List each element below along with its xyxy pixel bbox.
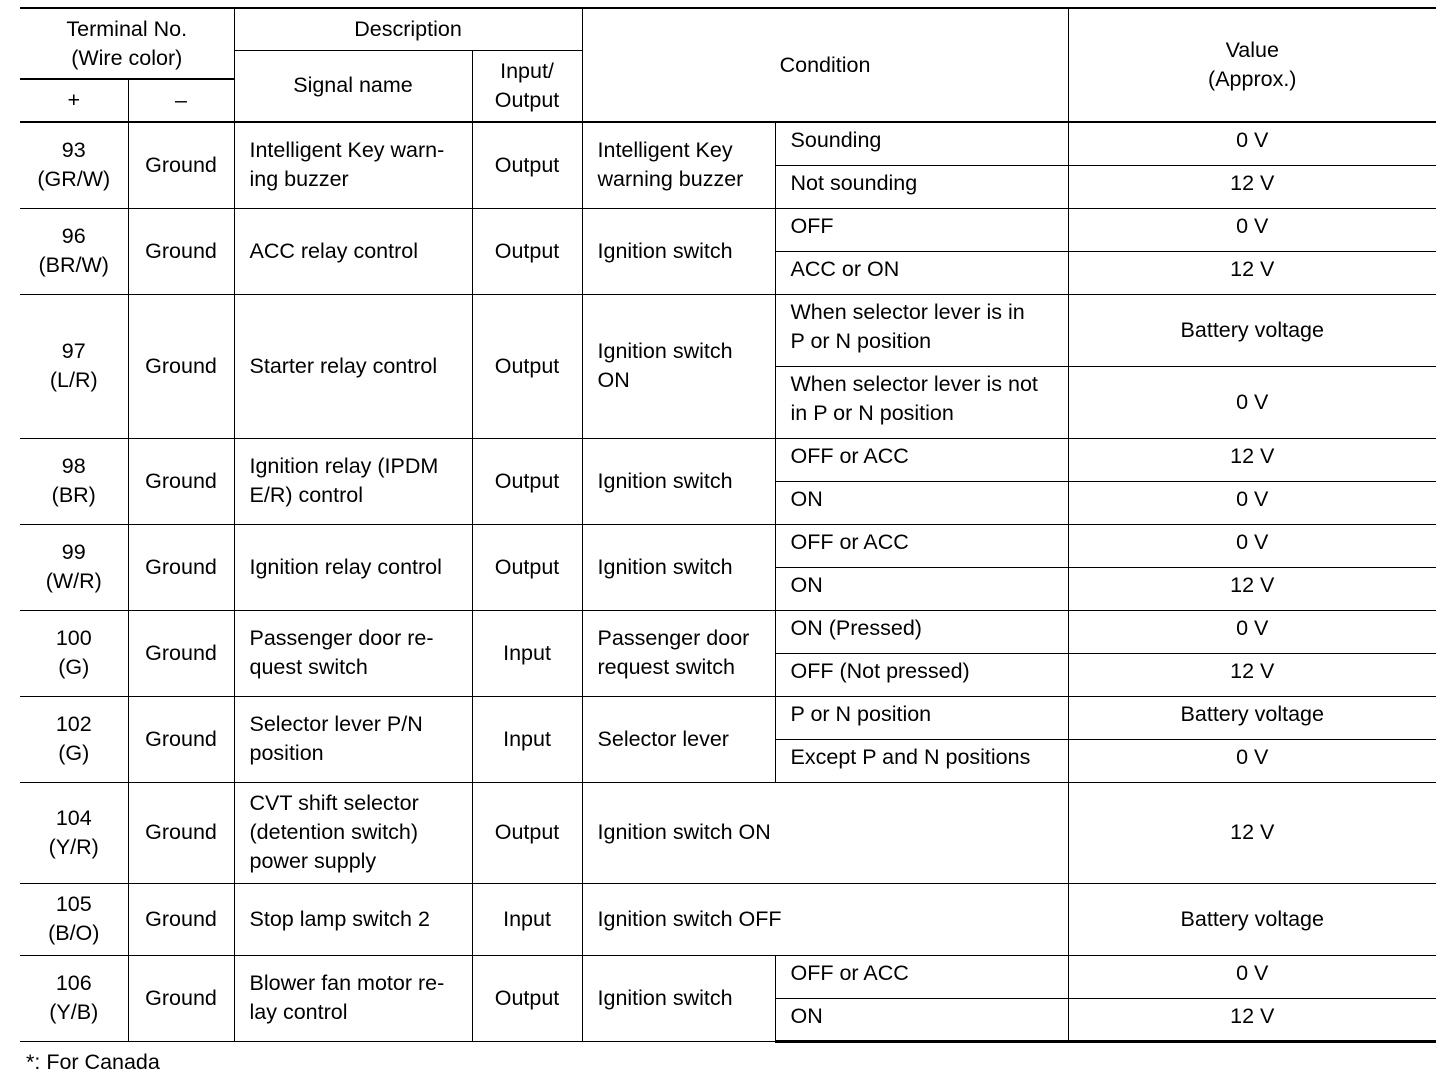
- value-cell: 0 V: [1068, 366, 1436, 438]
- signal-name-cell-line: ACC relay control: [249, 238, 418, 263]
- terminal-table: [20, 7, 1436, 1043]
- signal-name-cell-line: position: [249, 741, 324, 765]
- state-cell-line: P or N position: [790, 328, 932, 353]
- signal-name-cell: [234, 438, 472, 524]
- terminal-cell: [20, 955, 128, 1041]
- table-body: [20, 122, 1436, 1041]
- terminal-cell: [20, 294, 128, 438]
- terminal-number: 97: [61, 339, 86, 363]
- terminal-header: [20, 8, 234, 79]
- condition-cell: [582, 524, 775, 610]
- io-cell: Output: [472, 524, 582, 610]
- wire-color: (G): [58, 655, 90, 679]
- state-cell: [775, 696, 1068, 739]
- value-cell: 0 V: [1068, 208, 1436, 251]
- wire-color: (GR/W): [37, 167, 111, 192]
- table-row: [20, 782, 1436, 883]
- value-cell: 0 V: [1068, 524, 1436, 567]
- terminal-cell: [20, 782, 128, 883]
- condition-cell-line: Selector lever: [597, 726, 729, 751]
- ground-cell: Ground: [128, 122, 234, 208]
- table-row: [20, 696, 1436, 739]
- wire-color: (L/R): [49, 368, 98, 392]
- state-cell: [775, 366, 1068, 438]
- signal-name-cell-line: lay control: [249, 1000, 348, 1024]
- state-cell-line: When selector lever is in: [790, 299, 1025, 324]
- terminal-cell: [20, 883, 128, 955]
- terminal-cell: [20, 122, 128, 208]
- condition-cell-line: Ignition switch OFF: [597, 906, 782, 931]
- terminal-number: 99: [61, 540, 86, 564]
- minus-header: –: [128, 79, 234, 122]
- state-cell-line: Except P and N positions: [790, 744, 1031, 769]
- ground-cell: Ground: [128, 782, 234, 883]
- value-cell: 12 V: [1068, 438, 1436, 481]
- terminal-header-label: Terminal No.: [66, 16, 188, 41]
- signal-name-cell-line: Blower fan motor re-: [249, 971, 445, 995]
- state-cell-line: ON: [790, 572, 823, 597]
- state-cell-line: OFF or ACC: [790, 529, 909, 554]
- condition-cell: [582, 294, 775, 438]
- wire-color: (W/R): [45, 569, 102, 593]
- condition-cell-line: request switch: [597, 655, 735, 679]
- io-cell: Output: [472, 782, 582, 883]
- state-cell: [775, 208, 1068, 251]
- state-cell-line: in P or N position: [790, 400, 954, 425]
- ground-cell: Ground: [128, 438, 234, 524]
- condition-cell-line: Ignition switch: [597, 985, 733, 1010]
- wire-color: (Y/R): [48, 834, 99, 859]
- condition-cell-line: Ignition switch: [597, 554, 733, 579]
- state-cell-line: OFF: [790, 213, 834, 238]
- signal-name-cell-line: E/R) control: [249, 483, 364, 507]
- table-row: [20, 294, 1436, 366]
- ground-cell: Ground: [128, 610, 234, 696]
- state-cell: [775, 653, 1068, 696]
- signal-name-cell: [234, 294, 472, 438]
- signal-name-cell: [234, 610, 472, 696]
- state-cell: [775, 438, 1068, 481]
- value-cell: 12 V: [1068, 782, 1436, 883]
- state-cell: [775, 739, 1068, 782]
- signal-name-cell-line: Stop lamp switch 2: [249, 906, 430, 931]
- signal-name-cell: [234, 696, 472, 782]
- condition-cell-line: Ignition switch: [597, 339, 733, 363]
- state-cell-line: Sounding: [790, 128, 882, 152]
- ground-cell: Ground: [128, 208, 234, 294]
- io-cell: Output: [472, 438, 582, 524]
- signal-name-cell-line: Intelligent Key warn-: [249, 138, 445, 163]
- value-header: [1068, 8, 1436, 122]
- value-cell: 12 V: [1068, 567, 1436, 610]
- state-cell: [775, 955, 1068, 998]
- state-cell: [775, 481, 1068, 524]
- condition-cell-line: ON: [597, 368, 630, 392]
- terminal-cell: [20, 524, 128, 610]
- table-row: [20, 208, 1436, 251]
- io-cell: Output: [472, 955, 582, 1041]
- state-cell-line: When selector lever is not: [790, 371, 1038, 396]
- terminal-cell: [20, 208, 128, 294]
- state-cell: [775, 294, 1068, 366]
- signal-name-cell-line: Ignition relay control: [249, 554, 442, 579]
- terminal-number: 93: [61, 138, 86, 163]
- signal-name-cell-line: (detention switch): [249, 820, 418, 844]
- condition-cell: [582, 955, 775, 1041]
- terminal-number: 98: [61, 454, 86, 478]
- condition-header: Condition: [582, 8, 1068, 122]
- signal-name-cell-line: power supply: [249, 849, 377, 873]
- value-header-label: Value: [1225, 38, 1279, 62]
- table-row: [20, 883, 1436, 955]
- wire-color: (BR/W): [38, 253, 109, 277]
- condition-cell-line: Passenger door: [597, 626, 750, 650]
- condition-cell: [582, 438, 775, 524]
- io-cell: Output: [472, 122, 582, 208]
- condition-cell: [582, 696, 775, 782]
- ground-cell: Ground: [128, 696, 234, 782]
- value-cell: 0 V: [1068, 739, 1436, 782]
- condition-cell-line: Ignition switch: [597, 468, 733, 493]
- signal-name-cell: [234, 122, 472, 208]
- terminal-number: 104: [55, 805, 92, 830]
- state-cell-line: Not sounding: [790, 170, 918, 195]
- signal-name-cell-line: Passenger door re-: [249, 626, 434, 650]
- value-cell: Battery voltage: [1068, 883, 1436, 955]
- table-row: [20, 524, 1436, 567]
- io-cell: Input: [472, 696, 582, 782]
- signal-name-cell: [234, 955, 472, 1041]
- approx-header-label: (Approx.): [1208, 67, 1297, 91]
- table-row: [20, 122, 1436, 165]
- value-cell: 0 V: [1068, 955, 1436, 998]
- terminal-number: 100: [55, 626, 92, 650]
- table-row: [20, 438, 1436, 481]
- io-header-output: Output: [494, 87, 560, 112]
- signal-name-header: Signal name: [234, 50, 472, 122]
- description-header: Description: [234, 8, 582, 50]
- signal-name-cell: [234, 208, 472, 294]
- ground-cell: Ground: [128, 883, 234, 955]
- value-cell: 0 V: [1068, 122, 1436, 165]
- state-cell-line: ON (Pressed): [790, 615, 922, 640]
- condition-cell-line: Ignition switch ON: [597, 820, 771, 844]
- condition-cell: [582, 208, 775, 294]
- io-cell: Output: [472, 294, 582, 438]
- state-cell: [775, 998, 1068, 1041]
- condition-cell-line: Intelligent Key: [597, 138, 733, 163]
- wire-color-header-label: (Wire color): [71, 45, 183, 70]
- io-cell: Output: [472, 208, 582, 294]
- io-cell: Input: [472, 610, 582, 696]
- plus-header: +: [20, 79, 128, 122]
- terminal-cell: [20, 696, 128, 782]
- signal-name-cell: [234, 782, 472, 883]
- terminal-number: 105: [55, 892, 92, 916]
- state-cell: [775, 524, 1068, 567]
- terminal-cell: [20, 438, 128, 524]
- ground-cell: Ground: [128, 524, 234, 610]
- state-cell-line: OFF (Not pressed): [790, 658, 970, 683]
- terminal-cell: [20, 610, 128, 696]
- signal-name-cell: [234, 883, 472, 955]
- value-cell: Battery voltage: [1068, 696, 1436, 739]
- condition-cell: [582, 122, 775, 208]
- condition-cell-line: warning buzzer: [597, 167, 744, 192]
- ground-cell: Ground: [128, 955, 234, 1041]
- terminal-number: 102: [55, 712, 92, 736]
- state-cell: [775, 165, 1068, 208]
- terminal-number: 96: [61, 224, 86, 248]
- value-cell: Battery voltage: [1068, 294, 1436, 366]
- footnote: *: For Canada: [26, 1050, 160, 1074]
- state-cell: [775, 251, 1068, 294]
- table-header: [20, 8, 1436, 122]
- state-cell-line: ON: [790, 1003, 823, 1028]
- io-header-input: Input/: [500, 58, 554, 83]
- condition-cell: [582, 883, 1068, 955]
- state-cell-line: P or N position: [790, 701, 932, 726]
- wire-color: (Y/B): [49, 1000, 99, 1024]
- state-cell-line: ON: [790, 486, 823, 511]
- state-cell: [775, 567, 1068, 610]
- value-cell: 12 V: [1068, 998, 1436, 1041]
- value-cell: 12 V: [1068, 251, 1436, 294]
- table-row: [20, 955, 1436, 998]
- condition-cell: [582, 610, 775, 696]
- signal-name-cell-line: CVT shift selector: [249, 791, 419, 815]
- table-row: [20, 610, 1436, 653]
- ground-cell: Ground: [128, 294, 234, 438]
- value-cell: 0 V: [1068, 610, 1436, 653]
- signal-name-cell-line: ing buzzer: [249, 167, 349, 192]
- condition-cell: [582, 782, 1068, 883]
- value-cell: 12 V: [1068, 653, 1436, 696]
- value-cell: 0 V: [1068, 481, 1436, 524]
- signal-name-cell-line: Starter relay control: [249, 353, 438, 378]
- terminal-number: 106: [55, 971, 92, 995]
- wire-color: (G): [58, 741, 90, 765]
- signal-name-cell-line: Selector lever P/N: [249, 712, 423, 736]
- state-cell-line: ACC or ON: [790, 256, 900, 281]
- wire-color: (B/O): [48, 921, 100, 945]
- value-cell: 12 V: [1068, 165, 1436, 208]
- state-cell: [775, 610, 1068, 653]
- condition-cell-line: Ignition switch: [597, 238, 733, 263]
- io-cell: Input: [472, 883, 582, 955]
- state-cell-line: OFF or ACC: [790, 960, 909, 985]
- signal-name-cell-line: Ignition relay (IPDM: [249, 454, 439, 478]
- signal-name-cell-line: quest switch: [249, 655, 368, 679]
- io-header: [472, 50, 582, 122]
- state-cell: [775, 122, 1068, 165]
- state-cell-line: OFF or ACC: [790, 443, 909, 468]
- wire-color: (BR): [51, 483, 96, 507]
- signal-name-cell: [234, 524, 472, 610]
